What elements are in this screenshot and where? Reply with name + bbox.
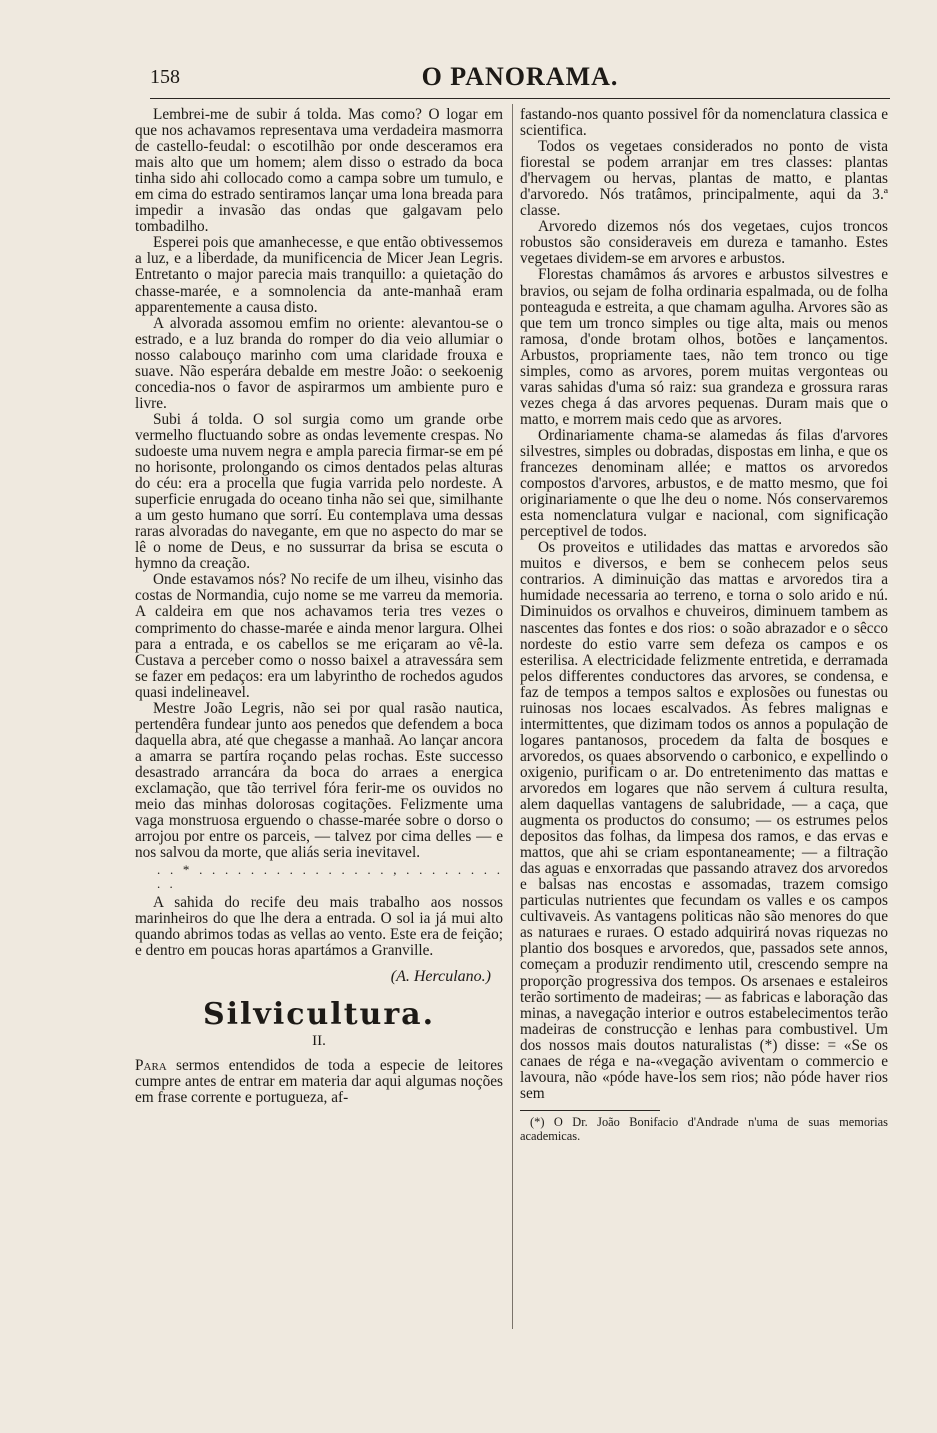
closing-paragraph: A sahida do recife deu mais trabalho aos nossos marinheiros do que lhe dera a entrada. O sol ia já mui alto quando abrimos todas as vellas ao vento. Este era de feição; e dentro em poucas horas apartámos a Granville. [135,894,503,960]
right-column [520,107,888,1143]
paragraph: Subi á tolda. O sol surgia como um grande orbe vermelho fluctuando sobre as ondas levemente crespas. No sudoeste uma nuvem negra e ampla parecia firmar-se em pé no horisonte, prolongando os cimos dentados pelas alturas do céu: era a procella que fugia varrida pelo nordeste. A superficie enrugada do oceano tinha não sei que, similhante a um gesto humano que sorrí. Eu contemplava uma dessas raras alvoradas do navegante, em que no aspecto do mar se lê o nome de Deus, e no sussurrar da brisa se escuta o hymno da creação. [135,410,503,573]
section-break-dots: . . * . . . . . . . . . . . . . . . , . . . . . . . . . . [157,862,503,892]
paragraph: Ordinariamente chama-se alamedas ás filas d'arvores silvestres, simples ou dobradas, dispostas em linha, e que os francezes denominam allée; e mattos os arvoredos compostos d'arvores, arbustos, e de matto mesmo, que foi originariamente o que lhe deu o nome. Nós conservaremos esta nomenclatura vulgar e nacional, com significação perceptivel de todos. [520,426,888,541]
page-header [150,58,890,98]
paragraph: Onde estavamos nós? No recife de um ilheu, visinho das costas de Normandia, cujo nome se me varreu da memoria. A caldeira em que nos achavamos teria tres vezes o comprimento do chasse-marée e ainda menor largura. Olhei para a entrada, e os cabellos se me eriçaram ao vê-la. Custava a perceber como o nosso baixel a atravessára sem se fazer em pedaços: era um labyrintho de rochedos agudos quasi indelineavel. [135,571,503,701]
section-number: II. [312,1033,326,1050]
paragraph: A alvorada assomou emfim no oriente: alevantou-se o estrado, e a luz branda do romper do dia veio allumiar o nosso calabouço marinho com uma claridade frouxa e suave. Não esperára debalde em mestre João: o seekoenig concedia-nos o favor de aspirarmos um ambiente puro e livre. [135,314,503,412]
footnote-rule [520,1110,660,1111]
journal-title: O PANORAMA. [421,62,619,91]
paragraph: Arvoredo dizemos nós dos vegetaes, cujos troncos robustos são consideraveis em dureza e tamanho. Estes vegetaes dividem-se em arvores e arbustos. [520,218,888,268]
section-intro [135,1058,503,1106]
section-title: Silvicultura. [202,997,436,1033]
paragraph: Florestas chamâmos ás arvores e arbustos silvestres e bravios, ou sejam de folha ordinaria espalmada, ou de folha ponteaguda e estreita, a que chamam agulha. Arvores são as que tem um tronco simples ou tige alta, mais ou menos ramosa, d'onde brotam olhos, botões e lançamentos. Arbustos, propriamente taes, não tem tronco ou tige simples, como as arvores, porem muitas vergonteas ou varas sahidas d'uma só raiz: sua grandeza e grossura raras vezes chega á das arvores pequenas. Duram mais que o matto, e morrem mais cedo que as arvores. [520,266,888,428]
footnote: (*) O Dr. João Bonifacio d'Andrade n'uma de suas memorias academicas. [520,1114,888,1143]
paragraph: Lembrei-me de subir á tolda. Mas como? O logar em que nos achavamos representava uma verdadeira masmorra de castello-feudal: o escotilhão por onde desceramos era mais alto que um homem; alem disso o estrado da boca tinha sido ahi collocado como a campa sobre um tumulo, e em cima do estrado sentiramos lançar uma lona breada para impedir a invasão das ondas que galgavam pelo tombadilho. [135,106,503,236]
paragraph: Todos os vegetaes considerados no ponto de vista fiorestal se podem arranjar em tres classes: plantas d'hervagem ou hervas, plantas de matto, e plantas d'arvoredo. Nós tratâmos, principalmente, aqui da 3.ª classe. [520,138,888,220]
page-number: 158 [150,66,180,88]
column-divider [512,104,513,1329]
paragraph: Esperei pois que amanhecesse, e que então obtivessemos a luz, e a liberdade, da munificencia de Micer Jean Legris. Entretanto o major parecia mais tranquillo: a quietação do chasse-marée, e a somnolencia da ante-manhaã eram apparentemente a causa disto. [135,234,503,316]
author-signature: (A. Herculano.) [390,968,491,986]
section-intro-text: sermos entendidos de toda a especie de leitores cumpre antes de entrar em materia dar aqui algumas noções em frase corrente e portugueza, af- [135,1056,503,1106]
drop-word: Para [135,1056,167,1074]
left-column [135,107,503,1106]
header-rule [150,98,890,99]
paragraph: Mestre João Legris, não sei por qual rasão nautica, pertendêra fundear junto aos penedos que defendem a boca daquella abra, até que chegasse a manhaã. Ao lançar ancora a amarra se partíra roçando pelas rochas. Este successo desastrado arrancára da boca do arraes a energica exclamação, que tão terrivel fóra ferir-me os ouvidos no meio das minhas dolorosas cogitações. Felizmente uma vaga monstruosa erguendo o chasse-marée sobre o dorso o arrojou por entre os parceis, — talvez por cima delles — e nos salvou da morte, que aliás seria inevitavel. [135,699,503,862]
paragraph: Os proveitos e utilidades das mattas e arvoredos são muitos e diversos, e bem se conhecem pelos seus contrarios. A diminuição das mattas e arvoredos tira a humidade necessaria ao terreno, e torna o solo arido e nú. Diminuidos os orvalhos e chuveiros, diminuem tambem as nascentes das fontes e dos rios: o soão abrazador e o sêcco nordeste do estio varre sem defeza os campos e os esterilisa. A electricidade felizmente entretida, e derramada pelos differentes conductores das arvores, se condensa, e faz de tempos a tempos saltos e explosões ou funestas ou ruinosas nos locaes escalvados. As febres malignas e intermittentes, que dizimam todos os annos a população de logares pantanosos, procedem da falta de bosques e arvoredos, os quaes absorvendo o carbonico, e expellindo o oxigenio, purificam o ar. Do entretenimento das mattas e arvoredos em logares que não servem á cultura resulta, alem daquellas vantagens de salubridade, — a caça, que augmenta os productos do consumo; — os estrumes pelos depositos das folhas, da limpesa dos ramos, e das ervas e mattos, que ahi se criam espontaneamente; — a filtração das aguas e enxorradas que passando atravez dos arvoredos e balsas nas encostas e assomadas, trazem comsigo particulas nutrientes que fecundam os valles e os campos cultivaveis. As vantagens politicas não são menores do que as naturaes e ruraes. O estado adquirirá novas riquezas no plantio dos bosques e arvoredos, que, passados sete annos, começam a produzir rendimento util, crescendo sempre na proporção progressiva dos tempos. Os arsenaes e estaleiros terão sortimento de madeiras; — as fabricas e laboração das minas, a navegação interior e outros estabelecimentos terão madeiras de construcção e lenhas para combustivel. Um dos nossos mais doutos naturalistas (*) disse: = «Se os canaes de réga e na-«vegação aviventam o commercio e lavoura, não «póde have-los sem rios; não póde haver rios sem [520,539,888,1102]
paragraph: fastando-nos quanto possivel fôr da nomenclatura classica e scientifica. [520,106,888,140]
